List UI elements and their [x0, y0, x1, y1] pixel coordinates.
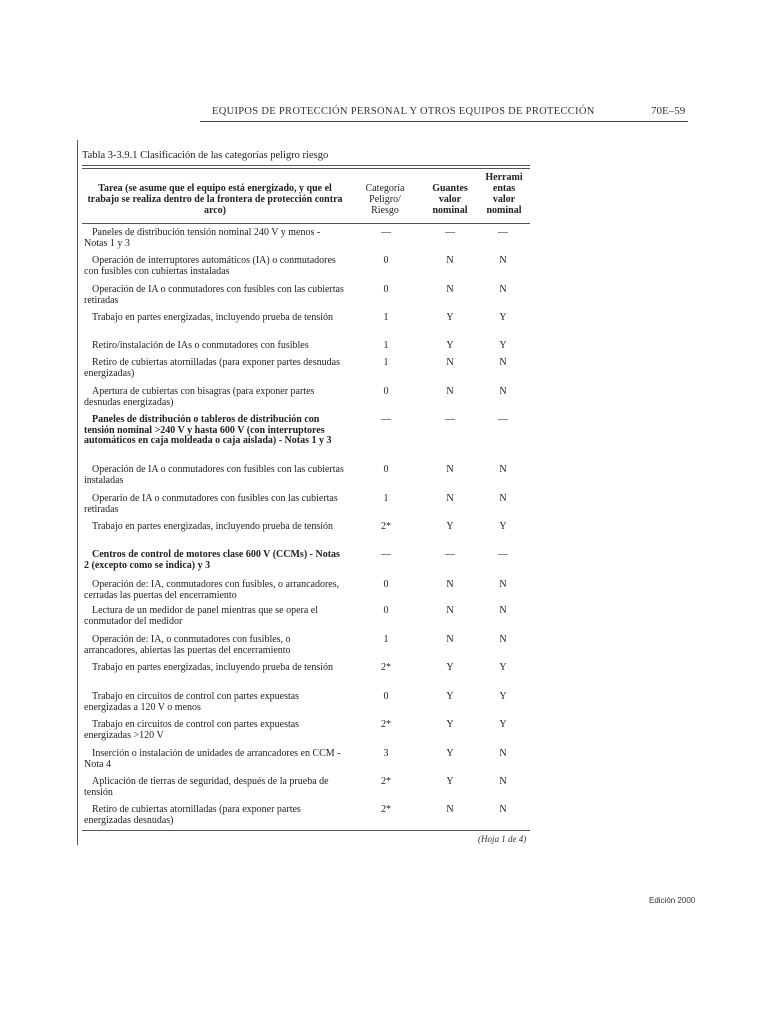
tools-cell: — [498, 414, 508, 425]
task-cell: Operación de: IA, conmutadores con fusibles, o arrancadores, cerradas las puertas del encerramiento [84, 579, 340, 601]
gloves-cell: N [446, 386, 454, 397]
gloves-cell: N [446, 804, 454, 815]
column-header-gloves: Guantes valor nominal [432, 183, 468, 216]
gloves-cell: Y [446, 662, 454, 673]
task-cell: Trabajo en circuitos de control con partes expuestas energizadas a 120 V o menos [84, 691, 300, 713]
category-cell: 1 [383, 634, 389, 645]
gloves-cell: N [446, 357, 454, 368]
category-cell: 1 [383, 312, 389, 323]
gloves-cell: Y [446, 719, 454, 730]
category-cell: 2* [381, 804, 391, 815]
gloves-cell: N [446, 464, 454, 475]
gloves-cell: — [445, 549, 455, 560]
category-cell: 0 [383, 284, 389, 295]
category-cell: 2* [381, 719, 391, 730]
tools-cell: Y [499, 691, 507, 702]
task-cell: Operación de IA o conmutadores con fusibles con las cubiertas retiradas [84, 284, 344, 306]
task-cell: Retiro/instalación de IAs o conmutadores con fusibles [92, 340, 309, 351]
tools-cell: N [499, 605, 507, 616]
task-cell: Trabajo en partes energizadas, incluyendo prueba de tensión [92, 312, 334, 323]
tools-cell: N [499, 776, 507, 787]
tools-cell: N [499, 386, 507, 397]
task-cell: Aplicación de tierras de seguridad, después de la prueba de tensión [84, 776, 329, 798]
gloves-cell: N [446, 634, 454, 645]
tools-cell: N [499, 579, 507, 590]
task-cell: Paneles de distribución o tableros de distribución con tensión nominal >240 V y hasta 600 V (con interruptores automáticos en caja moldeada o caja aislada) - Notas 1 y 3 [84, 414, 332, 446]
task-cell: Inserción o instalación de unidades de arrancadores en CCM - Nota 4 [84, 748, 341, 770]
sheet-note: (Hoja 1 de 4) [478, 834, 527, 844]
tools-cell: Y [499, 719, 507, 730]
category-cell: 2* [381, 662, 391, 673]
category-cell: 2* [381, 776, 391, 787]
tools-cell: N [499, 284, 507, 295]
task-cell: Operación de IA o conmutadores con fusibles con las cubiertas instaladas [84, 464, 344, 486]
gloves-cell: Y [446, 748, 454, 759]
column-header-category: Categoría Peligro/ Riesgo [365, 183, 405, 216]
tools-cell: Y [499, 312, 507, 323]
table-bottom-rule [82, 830, 530, 831]
gloves-cell: N [446, 493, 454, 504]
table-caption: Tabla 3-3.9.1 Clasificación de las categorías peligro riesgo [82, 150, 329, 161]
task-cell: Operación de interruptores automáticos (IA) o conmutadores con fusibles con cubiertas instaladas [84, 255, 336, 277]
task-cell: Paneles de distribución tensión nominal 240 V y menos - Notas 1 y 3 [84, 227, 321, 249]
task-cell: Retiro de cubiertas atornilladas (para exponer partes energizadas desnudas) [84, 804, 301, 826]
category-cell: 1 [383, 357, 389, 368]
task-cell: Trabajo en partes energizadas, incluyendo prueba de tensión [92, 662, 334, 673]
task-cell: Lectura de un medidor de panel mientras que se opera el conmutador del medidor [84, 605, 319, 627]
tools-cell: Y [499, 340, 507, 351]
tools-cell: N [499, 357, 507, 368]
page-header-title: EQUIPOS DE PROTECCIÓN PERSONAL Y OTROS EQUIPOS DE PROTECCIÓN [212, 106, 595, 117]
category-cell: 0 [383, 605, 389, 616]
margin-rule [77, 140, 78, 845]
category-cell: 0 [383, 691, 389, 702]
gloves-cell: Y [446, 521, 454, 532]
gloves-cell: Y [446, 691, 454, 702]
tools-cell: — [498, 549, 508, 560]
tools-cell: Y [499, 521, 507, 532]
gloves-cell: — [445, 414, 455, 425]
category-cell: 0 [383, 255, 389, 266]
tools-cell: N [499, 804, 507, 815]
table-top-rule-double [82, 168, 530, 169]
category-cell: 2* [381, 521, 391, 532]
task-cell: Trabajo en partes energizadas, incluyendo prueba de tensión [92, 521, 334, 532]
column-header-task: Tarea (se asume que el equipo está energizado, y que el trabajo se realiza dentro de la frontera de protección contra arco) [87, 183, 343, 216]
task-cell: Apertura de cubiertas con bisagras (para exponer partes desnudas energizadas) [84, 386, 315, 408]
category-cell: 3 [383, 748, 389, 759]
page-number: 70E–59 [651, 105, 686, 117]
tools-cell: N [499, 493, 507, 504]
tools-cell: N [499, 748, 507, 759]
tools-cell: N [499, 255, 507, 266]
task-cell: Operación de: IA, o conmutadores con fusibles, o arrancadores, abiertas las puertas del encerramiento [84, 634, 291, 656]
category-cell: — [381, 549, 391, 560]
task-cell: Operario de IA o conmutadores con fusibles con las cubiertas retiradas [84, 493, 338, 515]
gloves-cell: — [445, 227, 455, 238]
tools-cell: — [498, 227, 508, 238]
gloves-cell: N [446, 255, 454, 266]
column-header-tools: Herrami entas valor nominal [485, 172, 523, 216]
table-top-rule [82, 165, 530, 166]
edition-label: Edición 2000 [649, 896, 696, 905]
gloves-cell: Y [446, 776, 454, 787]
gloves-cell: Y [446, 340, 454, 351]
task-cell: Retiro de cubiertas atornilladas (para exponer partes desnudas energizadas) [84, 357, 340, 379]
category-cell: 0 [383, 464, 389, 475]
category-cell: 0 [383, 579, 389, 590]
category-cell: 0 [383, 386, 389, 397]
table-header-rule [82, 223, 530, 224]
gloves-cell: N [446, 579, 454, 590]
tools-cell: Y [499, 662, 507, 673]
tools-cell: N [499, 634, 507, 645]
category-cell: — [381, 227, 391, 238]
gloves-cell: N [446, 605, 454, 616]
category-cell: — [381, 414, 391, 425]
tools-cell: N [499, 464, 507, 475]
header-rule [200, 121, 688, 122]
category-cell: 1 [383, 493, 389, 504]
gloves-cell: Y [446, 312, 454, 323]
task-cell: Trabajo en circuitos de control con partes expuestas energizadas >120 V [84, 719, 300, 741]
gloves-cell: N [446, 284, 454, 295]
category-cell: 1 [383, 340, 389, 351]
task-cell: Centros de control de motores clase 600 V (CCMs) - Notas 2 (excepto como se indica) y 3 [84, 549, 340, 571]
